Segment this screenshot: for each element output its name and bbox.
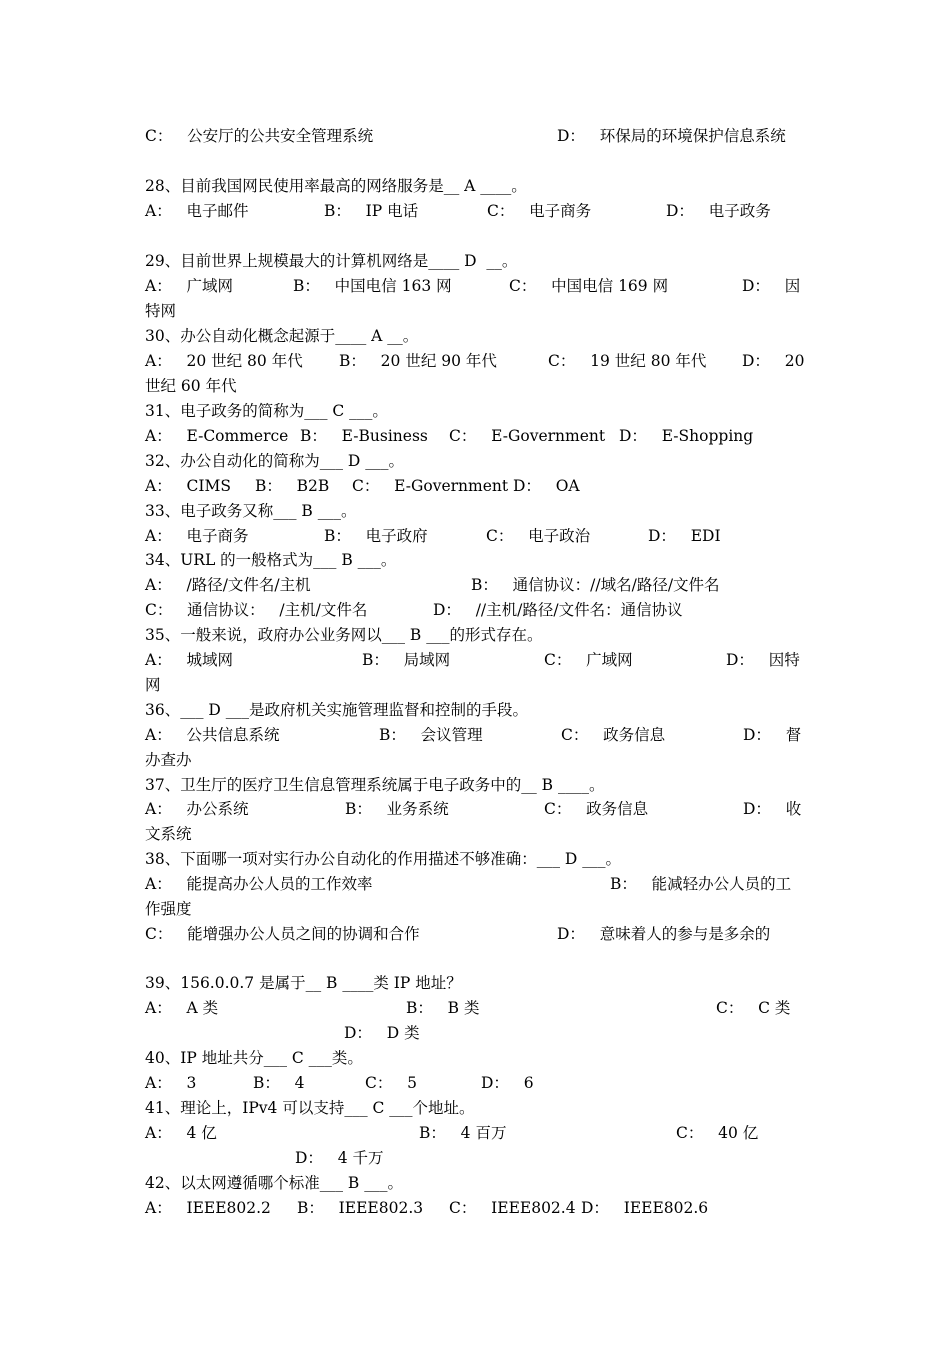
option-b: B： 会议管理 — [379, 726, 483, 744]
question-37-wrap — [145, 822, 807, 847]
option-a: A： 电子邮件 — [145, 202, 249, 220]
option-c: C： 政务信息 — [561, 726, 666, 744]
option-c: C： 政务信息 — [544, 800, 649, 818]
question-32 — [145, 449, 807, 474]
question-28-options — [145, 199, 807, 224]
question-31-options — [145, 424, 807, 449]
option-d: D： 6 — [481, 1074, 534, 1092]
option-a: A： 20 世纪 80 年代 — [145, 352, 303, 370]
question-37-options — [145, 797, 807, 822]
option-b: B： 电子政府 — [324, 527, 428, 545]
question-text: 34、URL 的一般格式为___ B ___。 — [145, 551, 397, 569]
option-c: C： 通信协议： /主机/文件名 — [145, 601, 368, 619]
question-40 — [145, 1046, 807, 1071]
option-d: D： 环保局的环境保护信息系统 — [557, 127, 786, 145]
option-c: C： 5 — [365, 1074, 418, 1092]
question-36 — [145, 698, 807, 723]
question-34 — [145, 548, 807, 573]
option-c: C： IEEE802.4 — [449, 1199, 576, 1217]
question-40-options — [145, 1071, 807, 1096]
question-42 — [145, 1171, 807, 1196]
option-d: D： EDI — [648, 527, 721, 545]
option-a: A： E-Commerce — [145, 427, 289, 445]
option-c: C： E-Government — [352, 477, 509, 495]
question-36-wrap — [145, 748, 807, 773]
option-b: B： E-Business — [300, 427, 428, 445]
question-33-options — [145, 524, 807, 549]
question-38-options-cd — [145, 922, 807, 947]
question-39-options-abc — [145, 996, 807, 1021]
question-36-options — [145, 723, 807, 748]
question-text: 31、电子政务的简称为___ C ___。 — [145, 402, 388, 420]
question-text: 41、理论上，IPv4 可以支持___ C ___个地址。 — [145, 1099, 475, 1117]
question-35-wrap — [145, 673, 807, 698]
question-30 — [145, 324, 807, 349]
question-32-options — [145, 474, 807, 499]
option-d: D： IEEE802.6 — [581, 1199, 709, 1217]
question-text: 38、下面哪一项对实行办公自动化的作用描述不够准确：___ D ___。 — [145, 850, 622, 868]
option-c: C： 电子政治 — [486, 527, 591, 545]
question-39-options-d — [145, 1021, 807, 1046]
question-30-wrap — [145, 374, 807, 399]
option-c: C： 中国电信 169 网 — [509, 277, 669, 295]
option-c: C： 19 世纪 80 年代 — [548, 352, 707, 370]
question-39 — [145, 971, 807, 996]
question-29 — [145, 249, 807, 274]
question-text: 29、目前世界上规模最大的计算机网络是____ D __。 — [145, 252, 518, 270]
question-37 — [145, 773, 807, 798]
question-34-options-ab — [145, 573, 807, 598]
option-a: A： CIMS — [145, 477, 231, 495]
option-a: A： /路径/文件名/主机 — [145, 576, 311, 594]
question-34-options-cd — [145, 598, 807, 623]
option-b: B： B2B — [255, 477, 330, 495]
question-text: 40、IP 地址共分___ C ___类。 — [145, 1049, 363, 1067]
option-d: D： 因 — [742, 277, 801, 295]
option-d: D： 督 — [743, 726, 802, 744]
question-41-options-d — [145, 1146, 807, 1171]
option-a: A： 3 — [145, 1074, 197, 1092]
question-38 — [145, 847, 807, 872]
option-b: B： 4 — [253, 1074, 305, 1092]
question-38-wrap — [145, 897, 807, 922]
question-text: 42、以太网遵循哪个标准___ B ___。 — [145, 1174, 403, 1192]
option-d: D： 电子政务 — [666, 202, 771, 220]
option-b: B： 能减轻办公人员的工 — [610, 875, 792, 893]
option-a: A： 能提高办公人员的工作效率 — [145, 875, 373, 893]
option-d: D： 20 — [742, 352, 805, 370]
question-text: 28、目前我国网民使用率最高的网络服务是__ A ____。 — [145, 177, 527, 195]
option-b: B： 业务系统 — [345, 800, 449, 818]
option-d: D： OA — [513, 477, 580, 495]
option-d: D： 收 — [743, 800, 802, 818]
option-b: B： 4 百万 — [419, 1124, 507, 1142]
option-a: A： 广域网 — [145, 277, 233, 295]
option-a: A： 公共信息系统 — [145, 726, 280, 744]
question-text: 35、一般来说，政府办公业务网以___ B ___的形式存在。 — [145, 626, 543, 644]
option-a: A： 办公系统 — [145, 800, 249, 818]
option-a: A： 4 亿 — [145, 1124, 217, 1142]
question-31 — [145, 399, 807, 424]
option-c: C： E-Government — [449, 427, 606, 445]
option-b: B： IP 电话 — [324, 202, 419, 220]
question-text: 36、___ D ___是政府机关实施管理监督和控制的手段。 — [145, 701, 529, 719]
question-text: 39、156.0.0.7 是属于__ B ____类 IP 地址？ — [145, 974, 462, 992]
option-d: D： 意味着人的参与是多余的 — [557, 925, 771, 943]
option-c: C： 公安厅的公共安全管理系统 — [145, 127, 374, 145]
question-35 — [145, 623, 807, 648]
wrapped-text: 作强度 — [145, 900, 192, 918]
question-42-options — [145, 1196, 807, 1221]
option-c: C： 能增强办公人员之间的协调和合作 — [145, 925, 420, 943]
question-text: 37、卫生厅的医疗卫生信息管理系统属于电子政务中的__ B ____。 — [145, 776, 605, 794]
wrapped-text: 办查办 — [145, 751, 192, 769]
option-c: C： 电子商务 — [487, 202, 592, 220]
option-a: A： 电子商务 — [145, 527, 249, 545]
question-38-options-ab — [145, 872, 807, 897]
option-d: D： //主机/路径/文件名：通信协议 — [433, 601, 683, 619]
wrapped-text: 世纪 60 年代 — [145, 377, 237, 395]
option-b: B： 20 世纪 90 年代 — [339, 352, 497, 370]
option-a: A： 城域网 — [145, 651, 233, 669]
question-text: 32、办公自动化的简称为___ D ___。 — [145, 452, 405, 470]
question-text: 33、电子政务又称___ B ___。 — [145, 502, 357, 520]
wrapped-text: 网 — [145, 676, 161, 694]
option-a: A： IEEE802.2 — [145, 1199, 271, 1217]
option-c: C： 广域网 — [544, 651, 633, 669]
option-d: D： D 类 — [344, 1024, 420, 1042]
option-b: B： B 类 — [406, 999, 480, 1017]
option-b: B： 中国电信 163 网 — [293, 277, 452, 295]
option-b: B： 局域网 — [362, 651, 451, 669]
wrapped-text: 特网 — [145, 302, 177, 320]
question-41 — [145, 1096, 807, 1121]
wrapped-text: 文系统 — [145, 825, 192, 843]
option-c: C： C 类 — [716, 999, 791, 1017]
question-35-options — [145, 648, 807, 673]
option-b: B： 通信协议：//域名/路径/文件名 — [471, 576, 720, 594]
option-d: D： 因特 — [726, 651, 800, 669]
option-b: B： IEEE802.3 — [297, 1199, 424, 1217]
option-a: A： A 类 — [145, 999, 219, 1017]
option-d: D： E-Shopping — [619, 427, 754, 445]
option-d: D： 4 千万 — [295, 1149, 384, 1167]
question-27-options-cd — [145, 124, 807, 149]
question-30-options — [145, 349, 807, 374]
question-29-options — [145, 274, 807, 299]
question-33 — [145, 499, 807, 524]
question-29-wrap — [145, 299, 807, 324]
option-c: C： 40 亿 — [676, 1124, 759, 1142]
question-text: 30、办公自动化概念起源于____ A __。 — [145, 327, 419, 345]
question-41-options-abc — [145, 1121, 807, 1146]
question-28 — [145, 174, 807, 199]
